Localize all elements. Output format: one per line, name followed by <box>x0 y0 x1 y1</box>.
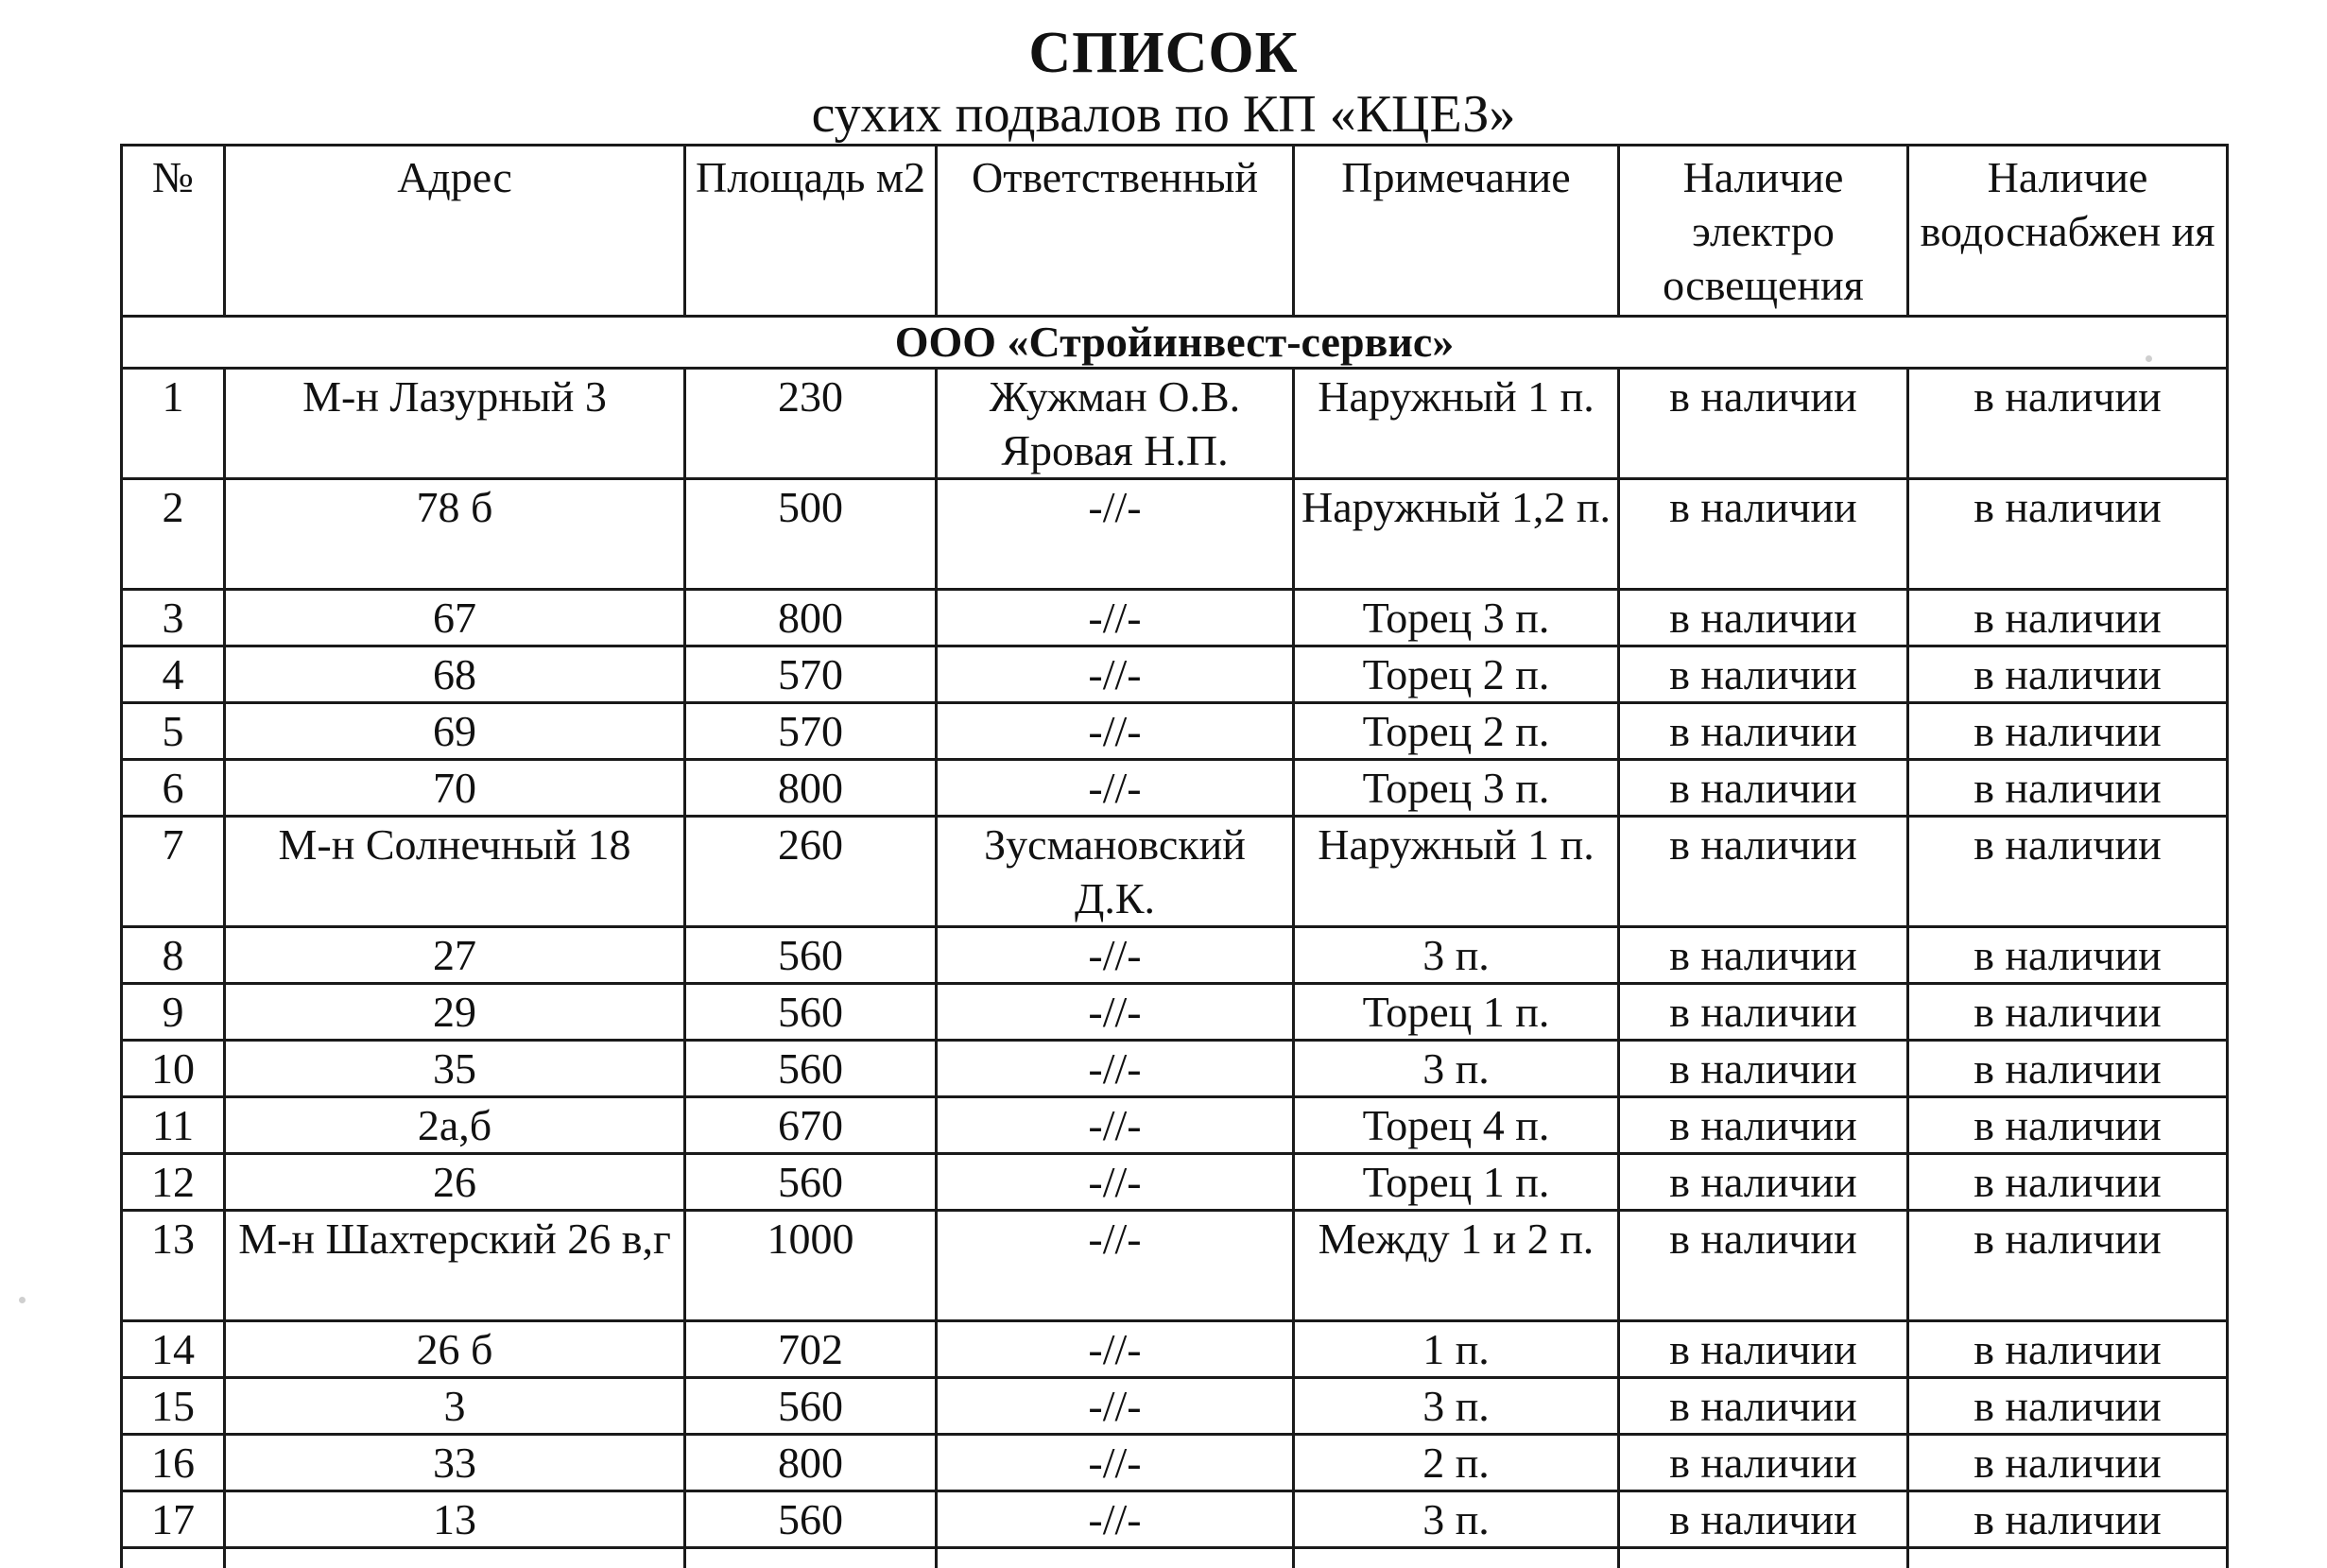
row-lighting: в наличии <box>1619 984 1908 1041</box>
row-area: 560 <box>685 1154 937 1211</box>
row-note: 3 п. <box>1294 1041 1619 1097</box>
row-note: Наружный 1 п. <box>1294 817 1619 927</box>
row-water: в наличии <box>1908 1097 2228 1154</box>
group-name: ООО «Стройинвест-сервис» <box>122 317 2228 369</box>
table-row <box>122 1435 2228 1491</box>
row-note: 3 п. <box>1294 1378 1619 1435</box>
header-note: Примечание <box>1294 146 1619 317</box>
row-area: 560 <box>685 1041 937 1097</box>
header-number: № <box>122 146 225 317</box>
row-water: в наличии <box>1908 1491 2228 1548</box>
header-water: Наличие водоснабжен ия <box>1908 146 2228 317</box>
table-row <box>122 1154 2228 1211</box>
row-lighting: в наличии <box>1619 1097 1908 1154</box>
row-water: в наличии <box>1908 590 2228 646</box>
row-lighting: в наличии <box>1619 1435 1908 1491</box>
empty-cell <box>937 1548 1294 1568</box>
row-note: Торец 3 п. <box>1294 760 1619 817</box>
row-responsible: -//- <box>937 984 1294 1041</box>
row-number: 16 <box>122 1435 225 1491</box>
row-water: в наличии <box>1908 1041 2228 1097</box>
row-number: 17 <box>122 1491 225 1548</box>
row-water: в наличии <box>1908 646 2228 703</box>
table-row <box>122 1321 2228 1378</box>
row-address: 68 <box>225 646 685 703</box>
row-number: 3 <box>122 590 225 646</box>
row-lighting: в наличии <box>1619 817 1908 927</box>
table-row <box>122 1491 2228 1548</box>
row-lighting: в наличии <box>1619 703 1908 760</box>
row-note: 1 п. <box>1294 1321 1619 1378</box>
row-address: 29 <box>225 984 685 1041</box>
header-responsible: Ответственный <box>937 146 1294 317</box>
row-note: Между 1 и 2 п. <box>1294 1211 1619 1321</box>
row-number: 2 <box>122 479 225 590</box>
row-note: Торец 2 п. <box>1294 703 1619 760</box>
row-address: 67 <box>225 590 685 646</box>
row-responsible: -//- <box>937 646 1294 703</box>
table-row <box>122 479 2228 590</box>
row-responsible: -//- <box>937 1097 1294 1154</box>
row-responsible: -//- <box>937 760 1294 817</box>
row-responsible: Жужман О.В. Яровая Н.П. <box>937 369 1294 479</box>
table-row <box>122 1211 2228 1321</box>
row-water: в наличии <box>1908 369 2228 479</box>
row-lighting: в наличии <box>1619 1378 1908 1435</box>
empty-cell <box>122 1548 225 1568</box>
row-number: 10 <box>122 1041 225 1097</box>
row-note: 3 п. <box>1294 1491 1619 1548</box>
table-row <box>122 590 2228 646</box>
row-lighting: в наличии <box>1619 1154 1908 1211</box>
empty-cell <box>1619 1548 1908 1568</box>
row-address: 3 <box>225 1378 685 1435</box>
row-area: 560 <box>685 1491 937 1548</box>
row-lighting: в наличии <box>1619 1321 1908 1378</box>
row-number: 13 <box>122 1211 225 1321</box>
row-water: в наличии <box>1908 1435 2228 1491</box>
row-address: 70 <box>225 760 685 817</box>
row-address: 13 <box>225 1491 685 1548</box>
row-address: 26 <box>225 1154 685 1211</box>
row-water: в наличии <box>1908 817 2228 927</box>
table-row <box>122 760 2228 817</box>
row-number: 8 <box>122 927 225 984</box>
row-address: 2а,б <box>225 1097 685 1154</box>
row-area: 800 <box>685 590 937 646</box>
row-address: 33 <box>225 1435 685 1491</box>
row-address: 27 <box>225 927 685 984</box>
row-area: 500 <box>685 479 937 590</box>
row-note: Наружный 1 п. <box>1294 369 1619 479</box>
row-water: в наличии <box>1908 479 2228 590</box>
row-responsible: -//- <box>937 590 1294 646</box>
row-address: 35 <box>225 1041 685 1097</box>
scan-speck <box>19 1297 26 1303</box>
row-area: 560 <box>685 984 937 1041</box>
row-area: 570 <box>685 703 937 760</box>
row-number: 9 <box>122 984 225 1041</box>
row-responsible: -//- <box>937 1435 1294 1491</box>
row-number: 6 <box>122 760 225 817</box>
row-responsible: -//- <box>937 703 1294 760</box>
group-row <box>122 317 2228 369</box>
row-address: 69 <box>225 703 685 760</box>
table-row <box>122 984 2228 1041</box>
empty-cell <box>1908 1548 2228 1568</box>
row-lighting: в наличии <box>1619 1491 1908 1548</box>
row-area: 230 <box>685 369 937 479</box>
row-number: 4 <box>122 646 225 703</box>
row-area: 570 <box>685 646 937 703</box>
row-number: 1 <box>122 369 225 479</box>
row-note: Торец 4 п. <box>1294 1097 1619 1154</box>
table-row-continued <box>122 1548 2228 1568</box>
row-number: 5 <box>122 703 225 760</box>
table-row <box>122 646 2228 703</box>
row-responsible: -//- <box>937 1211 1294 1321</box>
row-responsible: -//- <box>937 1321 1294 1378</box>
table-row <box>122 1378 2228 1435</box>
table-row <box>122 927 2228 984</box>
row-lighting: в наличии <box>1619 760 1908 817</box>
row-area: 670 <box>685 1097 937 1154</box>
row-water: в наличии <box>1908 1154 2228 1211</box>
header-lighting: Наличие электро освещения <box>1619 146 1908 317</box>
row-responsible: -//- <box>937 1378 1294 1435</box>
document-subtitle: сухих подвалов по КП «КЦЕЗ» <box>0 83 2327 146</box>
row-address: М-н Шахтерский 26 в,г <box>225 1211 685 1321</box>
row-lighting: в наличии <box>1619 927 1908 984</box>
row-area: 1000 <box>685 1211 937 1321</box>
row-address: М-н Лазурный 3 <box>225 369 685 479</box>
header-area: Площадь м2 <box>685 146 937 317</box>
row-number: 12 <box>122 1154 225 1211</box>
row-responsible: Зусмановский Д.К. <box>937 817 1294 927</box>
row-note: 3 п. <box>1294 927 1619 984</box>
row-note: Торец 3 п. <box>1294 590 1619 646</box>
row-water: в наличии <box>1908 984 2228 1041</box>
empty-cell <box>225 1548 685 1568</box>
row-lighting: в наличии <box>1619 479 1908 590</box>
basements-table <box>120 144 2229 1568</box>
row-responsible: -//- <box>937 1041 1294 1097</box>
row-address: 78 б <box>225 479 685 590</box>
row-responsible: -//- <box>937 479 1294 590</box>
row-number: 11 <box>122 1097 225 1154</box>
row-water: в наличии <box>1908 1378 2228 1435</box>
row-lighting: в наличии <box>1619 1211 1908 1321</box>
row-area: 560 <box>685 927 937 984</box>
row-note: 2 п. <box>1294 1435 1619 1491</box>
row-number: 14 <box>122 1321 225 1378</box>
row-area: 702 <box>685 1321 937 1378</box>
row-number: 7 <box>122 817 225 927</box>
table-row <box>122 1097 2228 1154</box>
row-water: в наличии <box>1908 760 2228 817</box>
row-lighting: в наличии <box>1619 369 1908 479</box>
table-header-row <box>122 146 2228 317</box>
row-water: в наличии <box>1908 927 2228 984</box>
document-title: СПИСОК <box>0 19 2327 87</box>
row-area: 800 <box>685 760 937 817</box>
row-lighting: в наличии <box>1619 590 1908 646</box>
row-responsible: -//- <box>937 1491 1294 1548</box>
table-row <box>122 369 2228 479</box>
row-note: Торец 1 п. <box>1294 1154 1619 1211</box>
empty-cell <box>1294 1548 1619 1568</box>
row-address: М-н Солнечный 18 <box>225 817 685 927</box>
row-area: 560 <box>685 1378 937 1435</box>
row-address: 26 б <box>225 1321 685 1378</box>
row-number: 15 <box>122 1378 225 1435</box>
row-area: 260 <box>685 817 937 927</box>
row-water: в наличии <box>1908 1211 2228 1321</box>
row-water: в наличии <box>1908 703 2228 760</box>
row-water: в наличии <box>1908 1321 2228 1378</box>
row-lighting: в наличии <box>1619 646 1908 703</box>
table-row <box>122 1041 2228 1097</box>
row-responsible: -//- <box>937 1154 1294 1211</box>
row-note: Наружный 1,2 п. <box>1294 479 1619 590</box>
row-area: 800 <box>685 1435 937 1491</box>
table-row <box>122 703 2228 760</box>
empty-cell <box>685 1548 937 1568</box>
row-note: Торец 1 п. <box>1294 984 1619 1041</box>
row-responsible: -//- <box>937 927 1294 984</box>
table-row <box>122 817 2228 927</box>
row-lighting: в наличии <box>1619 1041 1908 1097</box>
row-note: Торец 2 п. <box>1294 646 1619 703</box>
header-address: Адрес <box>225 146 685 317</box>
